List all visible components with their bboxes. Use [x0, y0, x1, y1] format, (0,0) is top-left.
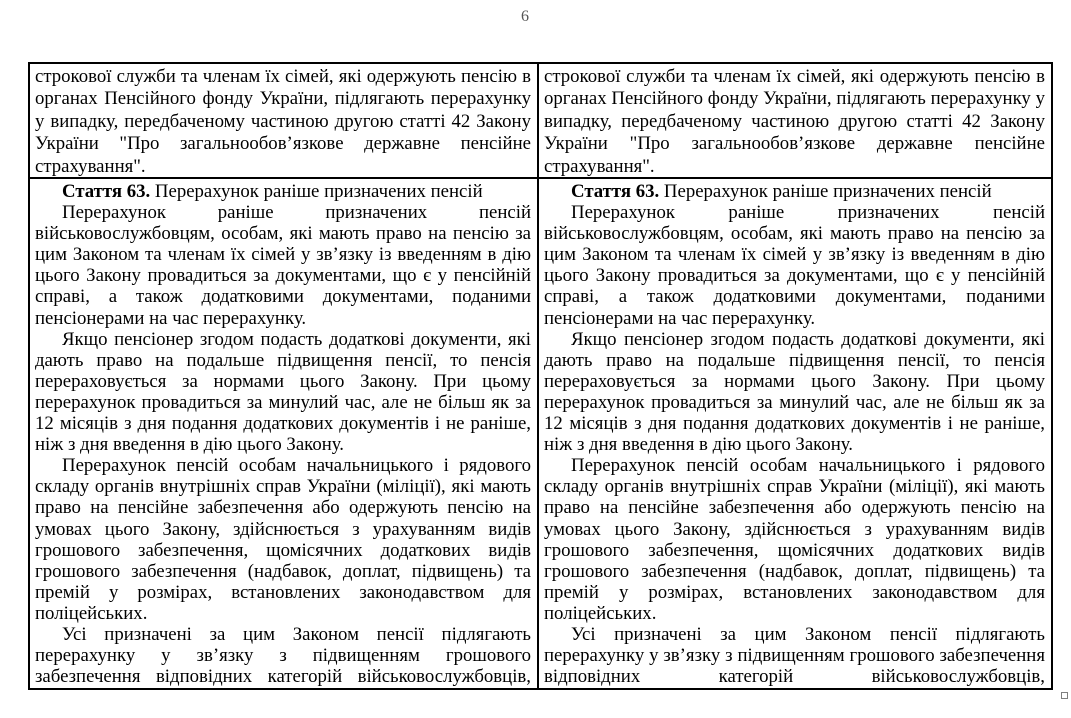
article-number: Стаття 63. [571, 181, 660, 202]
table-resize-handle-icon[interactable] [1061, 692, 1068, 699]
article-number: Стаття 63. [62, 181, 151, 202]
paragraph: Перерахунок раніше призначених пенсій військовослужбовцям, особам, які мають право на пенсію за цим Законом та членам їх сімей у зв’язку із введенням в дію цього Закону провадиться за документами, що є у пенсійній справі, а також додатковими документами, поданими пенсіонерами на час перерахунку. [544, 202, 1045, 329]
table-cell-row2-left [30, 179, 539, 688]
law-comparison-table [28, 62, 1053, 690]
paragraph: Якщо пенсіонер згодом подасть додаткові документи, які дають право на подальше підвищення пенсії, то пенсія перераховується за нормами цього Закону. При цьому перерахунок провадиться за минулий час, але не більш як за 12 місяців з дня подання додаткових документів і не раніше, ніж з дня введення в дію цього Закону. [544, 328, 1045, 456]
article-heading [35, 181, 531, 202]
article-heading [544, 181, 1045, 202]
table-cell-row1-right [539, 64, 1051, 179]
page-number: 6 [521, 8, 529, 25]
article-title: Перерахунок раніше призначених пенсій [150, 181, 483, 202]
paragraph-continuation-left: строкової служби та членам їх сімей, які одержують пенсію в органах Пенсійного фонду України, підлягають перерахунку у випадку, передбаченому частиною другою статті 42 Закону України "Про загальнообов’язкове державне пенсійне страхування". [35, 66, 531, 177]
article-title: Перерахунок раніше призначених пенсій [659, 181, 992, 202]
paragraph: Якщо пенсіонер згодом подасть додаткові документи, які дають право на подальше підвищення пенсії, то пенсія перераховується за нормами цього Закону. При цьому перерахунок провадиться за минулий час, але не більш як за 12 місяців з дня подання додаткових документів і не раніше, ніж з дня введення в дію цього Закону. [35, 328, 531, 456]
paragraph: Усі призначені за цим Законом пенсії підлягають перерахунку у зв’язку з підвищенням грошового забезпечення відповідних категорій військовослужбовців, [35, 623, 531, 688]
paragraph: Усі призначені за цим Законом пенсії підлягають перерахунку у зв’язку з підвищенням грошового забезпечення відповідних категорій військовослужбовців, [544, 623, 1045, 688]
paragraph-continuation-right: строкової служби та членам їх сімей, які одержують пенсію в органах Пенсійного фонду України, підлягають перерахунку у випадку, передбаченому частиною другою статті 42 Закону України "Про загальнообов’язкове державне пенсійне страхування". [544, 66, 1045, 177]
table-cell-row1-left [30, 64, 539, 179]
table-cell-row2-right [539, 179, 1051, 688]
paragraph: Перерахунок раніше призначених пенсій військовослужбовцям, особам, які мають право на пенсію за цим Законом та членам їх сімей у зв’язку із введенням в дію цього Закону провадиться за документами, що є у пенсійній справі, а також додатковими документами, поданими пенсіонерами на час перерахунку. [35, 202, 531, 329]
paragraph: Перерахунок пенсій особам начальницького і рядового складу органів внутрішніх справ України (міліції), які мають право на пенсійне забезпечення або одержують пенсію на умовах цього Закону, здійснюється з урахуванням видів грошового забезпечення, щомісячних додаткових видів грошового забезпечення (надбавок, доплат, підвищень) та премій у розмірах, встановлених законодавством для поліцейських. [544, 455, 1045, 624]
paragraph: Перерахунок пенсій особам начальницького і рядового складу органів внутрішніх справ України (міліції), які мають право на пенсійне забезпечення або одержують пенсію на умовах цього Закону, здійснюється з урахуванням видів грошового забезпечення, щомісячних додаткових видів грошового забезпечення (надбавок, доплат, підвищень) та премій у розмірах, встановлених законодавством для поліцейських. [35, 455, 531, 624]
